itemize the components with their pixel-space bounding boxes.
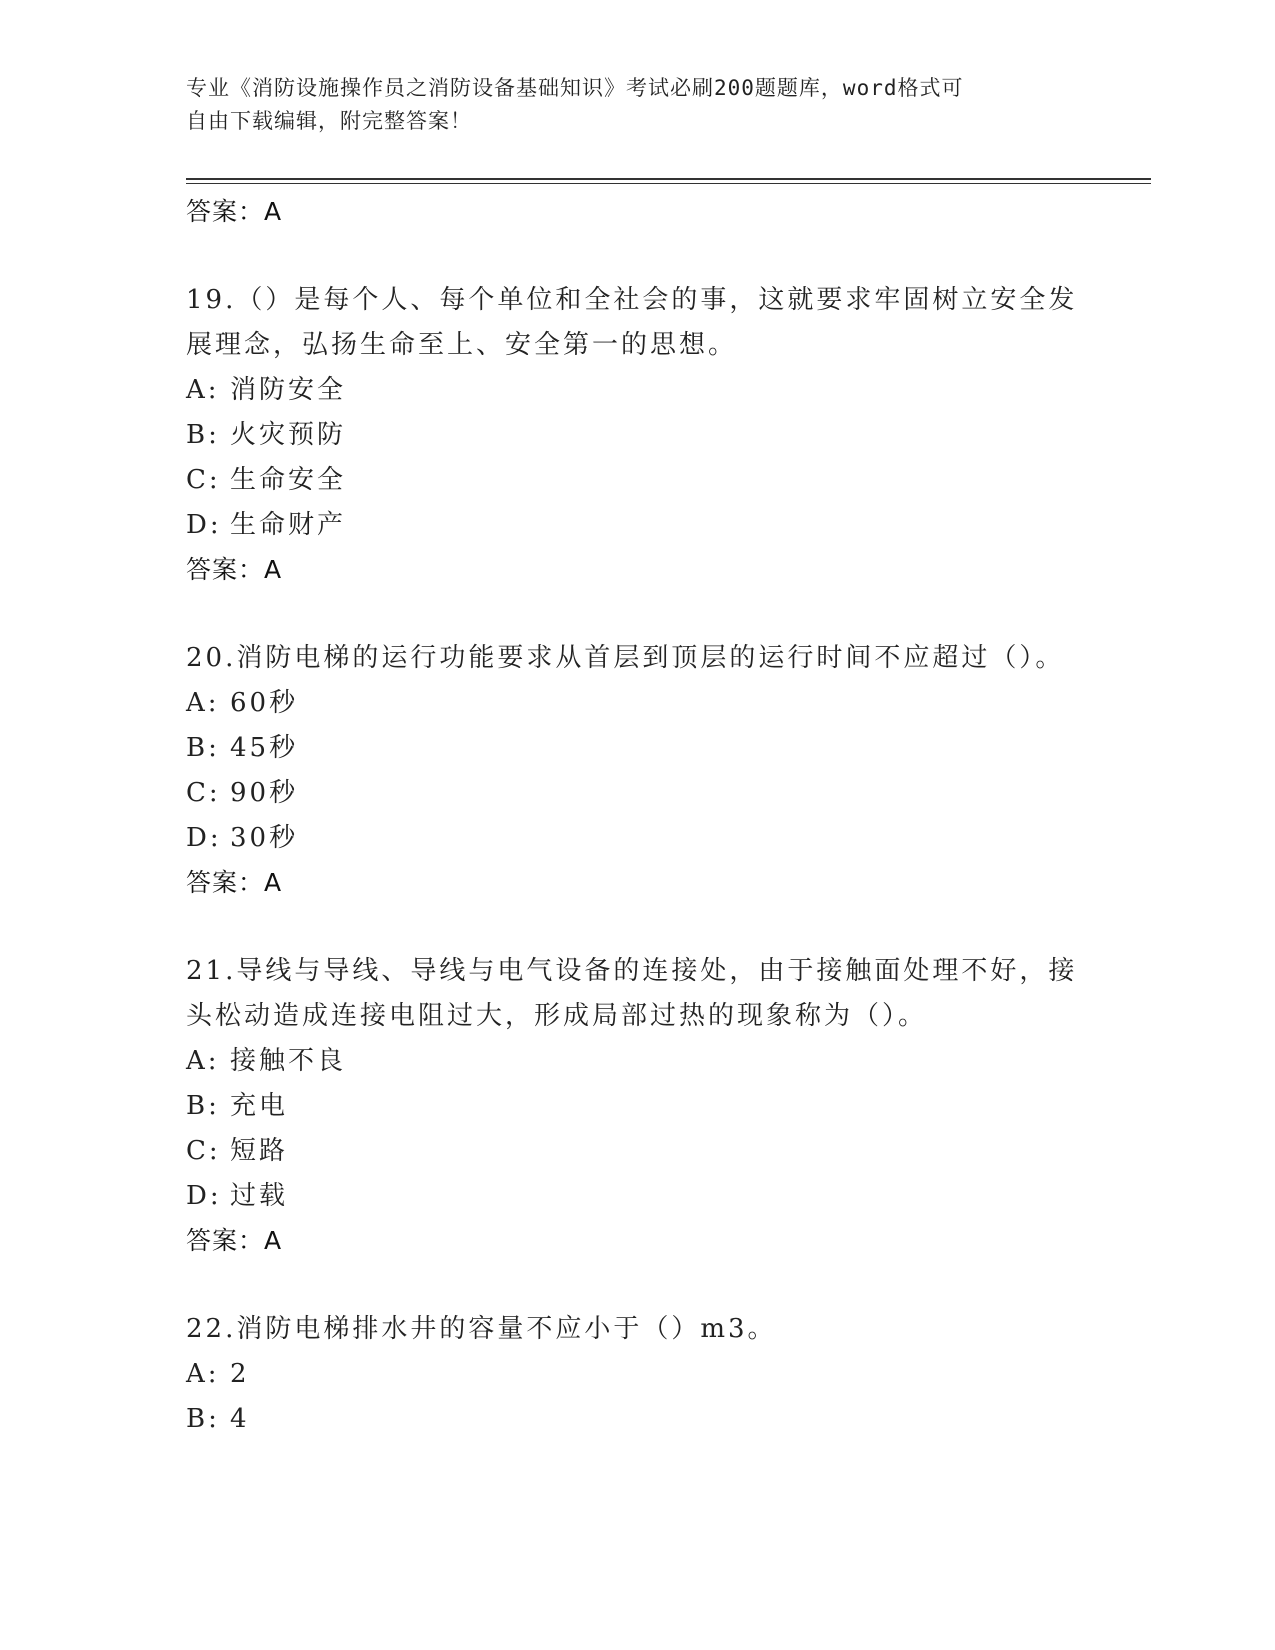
option-text: 接触不良 xyxy=(230,1046,347,1076)
option-key: D: xyxy=(186,510,222,540)
option-c xyxy=(186,771,1086,816)
option-text: 生命安全 xyxy=(230,465,347,495)
question-stem: 19.（）是每个人、每个单位和全社会的事，这就要求牢固树立安全发展理念，弘扬生命至上、安全第一的思想。 xyxy=(186,285,1078,360)
option-a xyxy=(186,1352,1086,1397)
option-key: A: xyxy=(186,688,220,718)
question-21 xyxy=(186,949,1086,1263)
header-rule-thick xyxy=(186,178,1151,180)
option-a xyxy=(186,1039,1086,1084)
option-key: C: xyxy=(186,465,221,495)
question-20 xyxy=(186,636,1086,905)
option-key: B: xyxy=(186,733,220,763)
question-stem: 21.导线与导线、导线与电气设备的连接处，由于接触面处理不好，接头松动造成连接电阻过大，形成局部过热的现象称为（）。 xyxy=(186,956,1078,1031)
question-19 xyxy=(186,278,1086,592)
header-rule-thin xyxy=(186,183,1151,184)
option-key: A: xyxy=(186,1046,220,1076)
question-list xyxy=(186,190,1086,1442)
option-text: 45秒 xyxy=(230,733,299,763)
document-header xyxy=(186,72,1066,138)
answer-line: 答案：A xyxy=(186,1226,283,1255)
option-text: 消防安全 xyxy=(230,375,347,405)
question-stem: 20.消防电梯的运行功能要求从首层到顶层的运行时间不应超过（）。 xyxy=(186,643,1065,673)
option-a xyxy=(186,368,1086,413)
option-key: B: xyxy=(186,1091,220,1121)
option-text: 2 xyxy=(230,1359,250,1389)
option-key: A: xyxy=(186,1359,220,1389)
option-b xyxy=(186,413,1086,458)
option-text: 火灾预防 xyxy=(230,420,347,450)
option-b xyxy=(186,1397,1086,1442)
option-c xyxy=(186,1129,1086,1174)
option-text: 90秒 xyxy=(230,778,299,808)
header-line-2: 自由下载编辑，附完整答案！ xyxy=(186,109,472,133)
answer-line: 答案：A xyxy=(186,197,283,226)
option-key: B: xyxy=(186,1404,220,1434)
question-stem: 22.消防电梯排水井的容量不应小于（）m3。 xyxy=(186,1314,777,1344)
option-b xyxy=(186,726,1086,771)
option-c xyxy=(186,458,1086,503)
option-text: 过载 xyxy=(230,1181,289,1211)
option-b xyxy=(186,1084,1086,1129)
option-text: 4 xyxy=(230,1404,250,1434)
option-key: C: xyxy=(186,1136,221,1166)
option-key: D: xyxy=(186,1181,222,1211)
option-a xyxy=(186,681,1086,726)
answer-line: 答案：A xyxy=(186,868,283,897)
option-key: A: xyxy=(186,375,220,405)
question-22 xyxy=(186,1307,1086,1442)
option-text: 60秒 xyxy=(230,688,299,718)
option-text: 30秒 xyxy=(230,823,299,853)
option-text: 短路 xyxy=(230,1136,289,1166)
option-key: C: xyxy=(186,778,221,808)
option-d xyxy=(186,816,1086,861)
option-key: D: xyxy=(186,823,222,853)
option-text: 充电 xyxy=(230,1091,289,1121)
option-d xyxy=(186,503,1086,548)
option-text: 生命财产 xyxy=(230,510,347,540)
option-key: B: xyxy=(186,420,220,450)
option-d xyxy=(186,1174,1086,1219)
answer-line: 答案：A xyxy=(186,555,283,584)
header-line-1: 专业《消防设施操作员之消防设备基础知识》考试必刷200题题库，word格式可 xyxy=(186,76,964,100)
